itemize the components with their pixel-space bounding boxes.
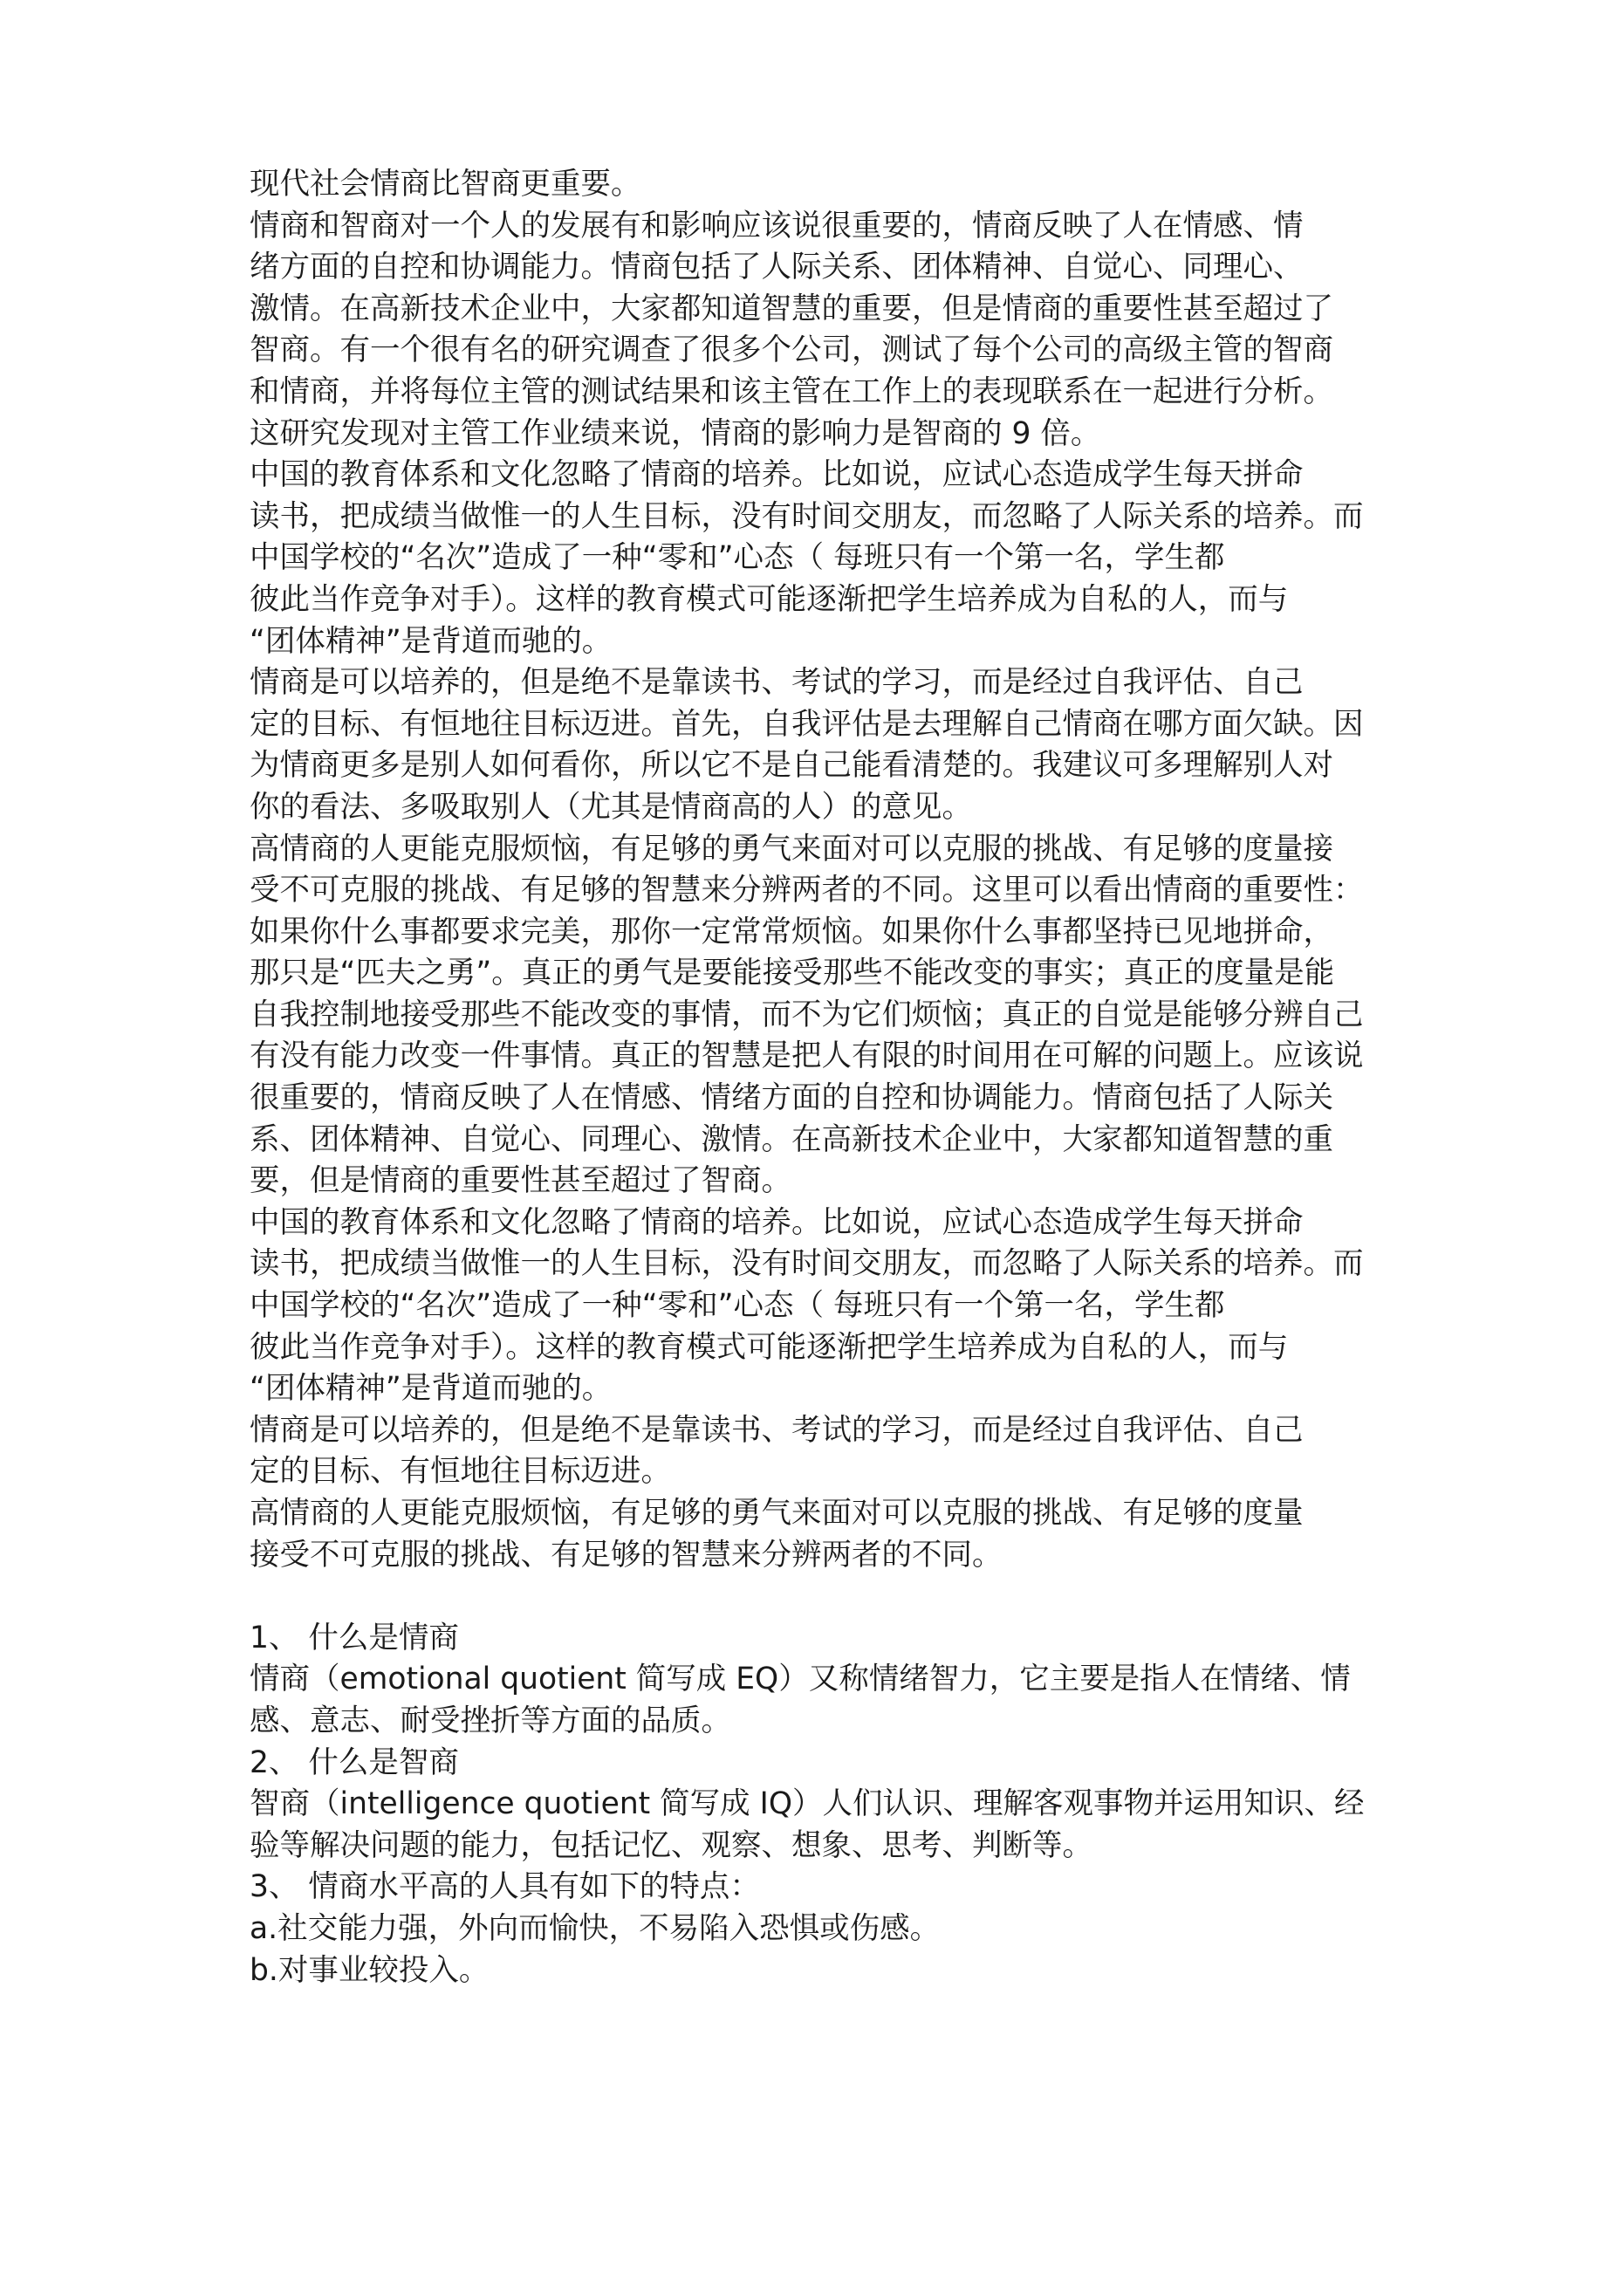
text-line: 智商（intelligence quotient 简写成 IQ）人们认识、理解客观事物并运用知识、经	[250, 1786, 1365, 1822]
text-line: 这研究发现对主管工作业绩来说，情商的影响力是智商的 9 倍。	[250, 415, 1101, 451]
text-line: 感、意志、耐受挫折等方面的品质。	[250, 1703, 731, 1738]
text-line: 现代社会情商比智商更重要。	[250, 167, 641, 202]
text-line: “团体精神”是背道而驰的。	[250, 1371, 613, 1407]
text-line: 绪方面的自控和协调能力。情商包括了人际关系、团体精神、自觉心、同理心、	[250, 250, 1304, 285]
text-line: 中国学校的“名次”造成了一种“零和”心态（ 每班只有一个第一名，学生都	[250, 540, 1225, 576]
text-line: 如果你什么事都要求完美，那你一定常常烦恼。如果你什么事都坚持已见地拼命，	[250, 914, 1333, 949]
text-line: 中国的教育体系和文化忽略了情商的培养。比如说，应试心态造成学生每天拼命	[250, 1204, 1304, 1240]
text-line: 激情。在高新技术企业中，大家都知道智慧的重要，但是情商的重要性甚至超过了	[250, 291, 1333, 326]
text-line: 为情商更多是别人如何看你，所以它不是自己能看清楚的。我建议可多理解别人对	[250, 748, 1333, 784]
text-line: 系、团体精神、自觉心、同理心、激情。在高新技术企业中，大家都知道智慧的重	[250, 1121, 1333, 1157]
text-line: 彼此当作竞争对手）。这样的教育模式可能逐渐把学生培养成为自私的人，而与	[250, 1329, 1289, 1365]
text-line: 有没有能力改变一件事情。真正的智慧是把人有限的时间用在可解的问题上。应该说	[250, 1038, 1364, 1074]
text-line: a.社交能力强，外向而愉快，不易陷入恐惧或伤感。	[250, 1910, 941, 1946]
text-line: 1、 什么是情商	[250, 1620, 459, 1655]
text-line: 和情商，并将每位主管的测试结果和该主管在工作上的表现联系在一起进行分析。	[250, 374, 1333, 409]
text-line: b.对事业较投入。	[250, 1952, 490, 1988]
text-line: 那只是“匹夫之勇”。真正的勇气是要能接受那些不能改变的事实；真正的度量是能	[250, 956, 1335, 991]
text-line: 彼此当作竞争对手）。这样的教育模式可能逐渐把学生培养成为自私的人，而与	[250, 581, 1289, 617]
text-line: 接受不可克服的挑战、有足够的智慧来分辨两者的不同。	[250, 1537, 1003, 1573]
text-line: 受不可克服的挑战、有足够的智慧来分辨两者的不同。这里可以看出情商的重要性：	[250, 873, 1364, 908]
text-line: 情商是可以培养的，但是绝不是靠读书、考试的学习，而是经过自我评估、自己	[250, 1412, 1304, 1448]
text-line: 高情商的人更能克服烦恼，有足够的勇气来面对可以克服的挑战、有足够的度量	[250, 1496, 1304, 1531]
text-line: 情商是可以培养的，但是绝不是靠读书、考试的学习，而是经过自我评估、自己	[250, 665, 1304, 701]
text-line: 情商（emotional quotient 简写成 EQ）又称情绪智力，它主要是指人在情绪、情	[250, 1662, 1351, 1697]
text-line: 读书，把成绩当做惟一的人生目标，没有时间交朋友，而忽略了人际关系的培养。而	[250, 498, 1364, 534]
text-line: 3、 情商水平高的人具有如下的特点：	[250, 1869, 760, 1905]
text-line: 2、 什么是智商	[250, 1744, 459, 1780]
text-line: 要，但是情商的重要性甚至超过了智商。	[250, 1163, 791, 1199]
text-line: 情商和智商对一个人的发展有和影响应该说很重要的，情商反映了人在情感、情	[250, 208, 1304, 243]
document-body	[250, 164, 1410, 1991]
text-line: 中国的教育体系和文化忽略了情商的培养。比如说，应试心态造成学生每天拼命	[250, 457, 1304, 493]
text-line: 自我控制地接受那些不能改变的事情，而不为它们烦恼；真正的自觉是能够分辨自己	[250, 997, 1364, 1032]
text-line: 高情商的人更能克服烦恼，有足够的勇气来面对可以克服的挑战、有足够的度量接	[250, 831, 1333, 867]
text-line: 智商。有一个很有名的研究调查了很多个公司，测试了每个公司的高级主管的智商	[250, 332, 1333, 368]
text-line: 读书，把成绩当做惟一的人生目标，没有时间交朋友，而忽略了人际关系的培养。而	[250, 1246, 1364, 1282]
blank-line	[250, 1576, 1410, 1618]
text-line: 定的目标、有恒地往目标迈进。首先，自我评估是去理解自己情商在哪方面欠缺。因	[250, 706, 1364, 742]
text-line: 你的看法、多吸取别人（尤其是情商高的人）的意见。	[250, 789, 972, 825]
text-line: “团体精神”是背道而驰的。	[250, 623, 613, 659]
text-line: 中国学校的“名次”造成了一种“零和”心态（ 每班只有一个第一名，学生都	[250, 1288, 1225, 1324]
text-line: 很重要的，情商反映了人在情感、情绪方面的自控和协调能力。情商包括了人际关	[250, 1080, 1333, 1116]
text-line: 定的目标、有恒地往目标迈进。	[250, 1454, 671, 1490]
text-line: 验等解决问题的能力，包括记忆、观察、想象、思考、判断等。	[250, 1827, 1092, 1863]
